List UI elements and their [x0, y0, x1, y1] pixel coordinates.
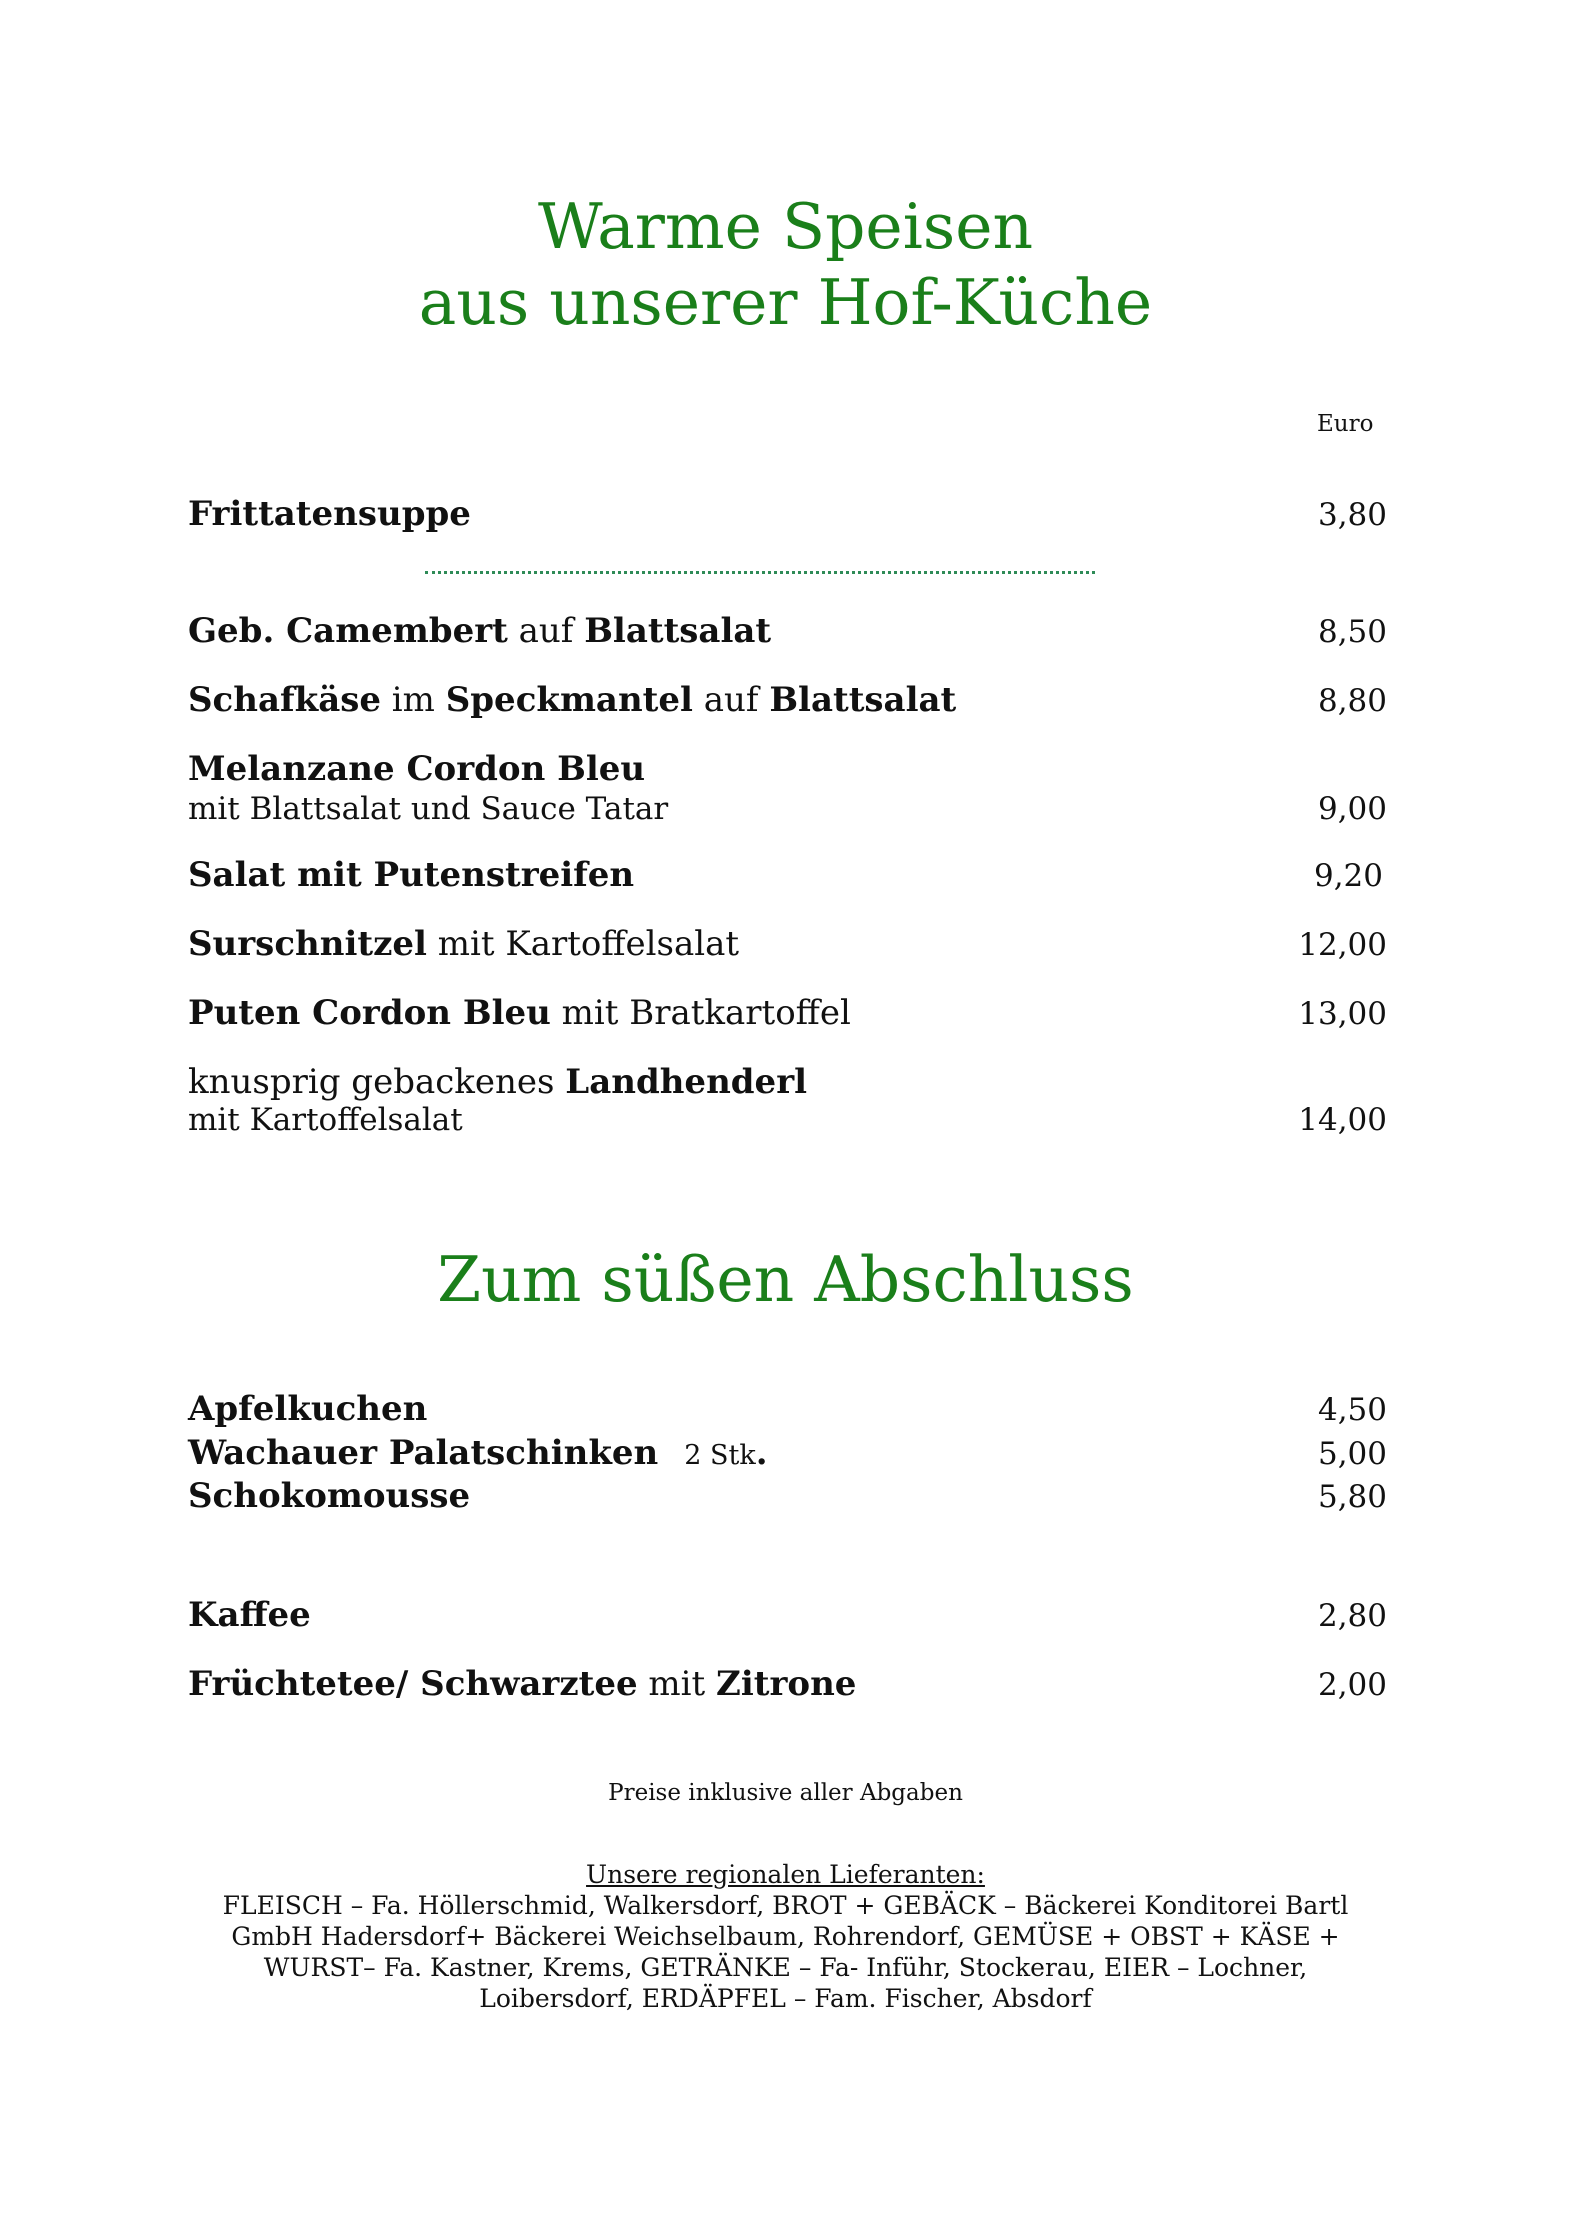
- item-name: Geb. Camembert: [188, 611, 508, 651]
- item-price: 9,20: [1313, 858, 1383, 894]
- item-connector: auf: [692, 680, 770, 720]
- item-price: 5,80: [1317, 1479, 1387, 1515]
- suppliers-text: FLEISCH – Fa. Höllerschmid, Walkersdorf, BROT + GEBÄCK – Bäckerei Konditorei Bartl GmbH Hadersdorf+ Bäckerei Weichselbaum, Rohrendorf, GEMÜSE + OBST + KÄSE + WURST– Fa. Kastner, Krems, GETRÄNKE – Fa- Inführ, Stockerau, EIER – Lochner, Loibersdorf, ERDÄPFEL – Fam. Fischer, Absdorf: [222, 1891, 1349, 2013]
- item-price: 8,50: [1317, 614, 1387, 650]
- item-name: Puten Cordon Bleu: [188, 993, 551, 1033]
- item-name: Früchtetee/ Schwarztee: [188, 1664, 638, 1704]
- item-name: Surschnitzel: [188, 924, 427, 964]
- item-name: Landhenderl: [565, 1062, 808, 1102]
- item-name-part: Blattsalat: [769, 680, 957, 720]
- menu-item-landhenderl: [188, 1062, 807, 1102]
- item-name: Frittatensuppe: [188, 494, 471, 534]
- menu-item-frittatensuppe: [188, 494, 471, 534]
- item-name: Salat mit Putenstreifen: [188, 855, 635, 895]
- item-name: Melanzane Cordon Bleu: [188, 749, 646, 789]
- drink-tee: [188, 1664, 856, 1704]
- item-connector: im: [381, 680, 446, 720]
- item-connector: mit: [637, 1664, 717, 1704]
- menu-item-surschnitzel: [188, 924, 739, 964]
- item-price: 2,00: [1317, 1667, 1387, 1703]
- item-prefix: knusprig gebackenes: [188, 1062, 566, 1102]
- item-description: mit Blattsalat und Sauce Tatar: [188, 791, 669, 827]
- item-price: 14,00: [1298, 1102, 1387, 1138]
- dessert-palatschinken: Wachauer Palatschinken 2 Stk.: [188, 1433, 768, 1473]
- currency-label: Euro: [1317, 411, 1374, 437]
- suppliers-heading: Unsere regionalen Lieferanten:: [586, 1860, 985, 1889]
- item-name: Schafkäse: [188, 680, 381, 720]
- heading-desserts: Zum süßen Abschluss: [437, 1243, 1134, 1316]
- menu-item-putensalat: [188, 855, 634, 895]
- item-price: 9,00: [1317, 791, 1387, 827]
- item-connector: auf: [507, 611, 585, 651]
- menu-item-camembert: [188, 611, 771, 651]
- item-price: 13,00: [1298, 996, 1387, 1032]
- item-description: mit Kartoffelsalat: [188, 1102, 463, 1138]
- item-price: 2,80: [1317, 1598, 1387, 1634]
- item-name: Schokomousse: [188, 1476, 471, 1516]
- item-name-part: Zitrone: [716, 1664, 857, 1704]
- item-name-part: Blattsalat: [584, 611, 772, 651]
- dessert-schokomousse: [188, 1476, 470, 1516]
- suppliers-block: [200, 1859, 1371, 2014]
- dotted-divider: [425, 571, 1095, 574]
- heading-warm-dishes-line2: aus unserer Hof-Küche: [418, 266, 1153, 339]
- item-name: Wachauer Palatschinken: [188, 1433, 659, 1473]
- menu-item-schafkaese: [188, 680, 956, 720]
- item-name-part: Speckmantel: [445, 680, 693, 720]
- item-name: Kaffee: [188, 1595, 311, 1635]
- menu-item-puten-cordon-bleu: [188, 993, 851, 1033]
- item-name: Apfelkuchen: [188, 1389, 428, 1429]
- item-price: 3,80: [1317, 497, 1387, 533]
- menu-item-melanzane: [188, 749, 645, 789]
- item-unit: 2 Stk: [684, 1440, 756, 1471]
- dessert-apfelkuchen: [188, 1389, 427, 1429]
- drink-kaffee: [188, 1595, 311, 1635]
- item-price: 8,80: [1317, 683, 1387, 719]
- item-side: mit Bratkartoffel: [550, 993, 851, 1033]
- heading-warm-dishes-line1: Warme Speisen: [537, 190, 1034, 263]
- item-price: 5,00: [1317, 1436, 1387, 1472]
- item-price: 4,50: [1317, 1392, 1387, 1428]
- price-note: Preise inklusive aller Abgaben: [608, 1780, 963, 1806]
- item-price: 12,00: [1298, 927, 1387, 963]
- item-side: mit Kartoffelsalat: [426, 924, 740, 964]
